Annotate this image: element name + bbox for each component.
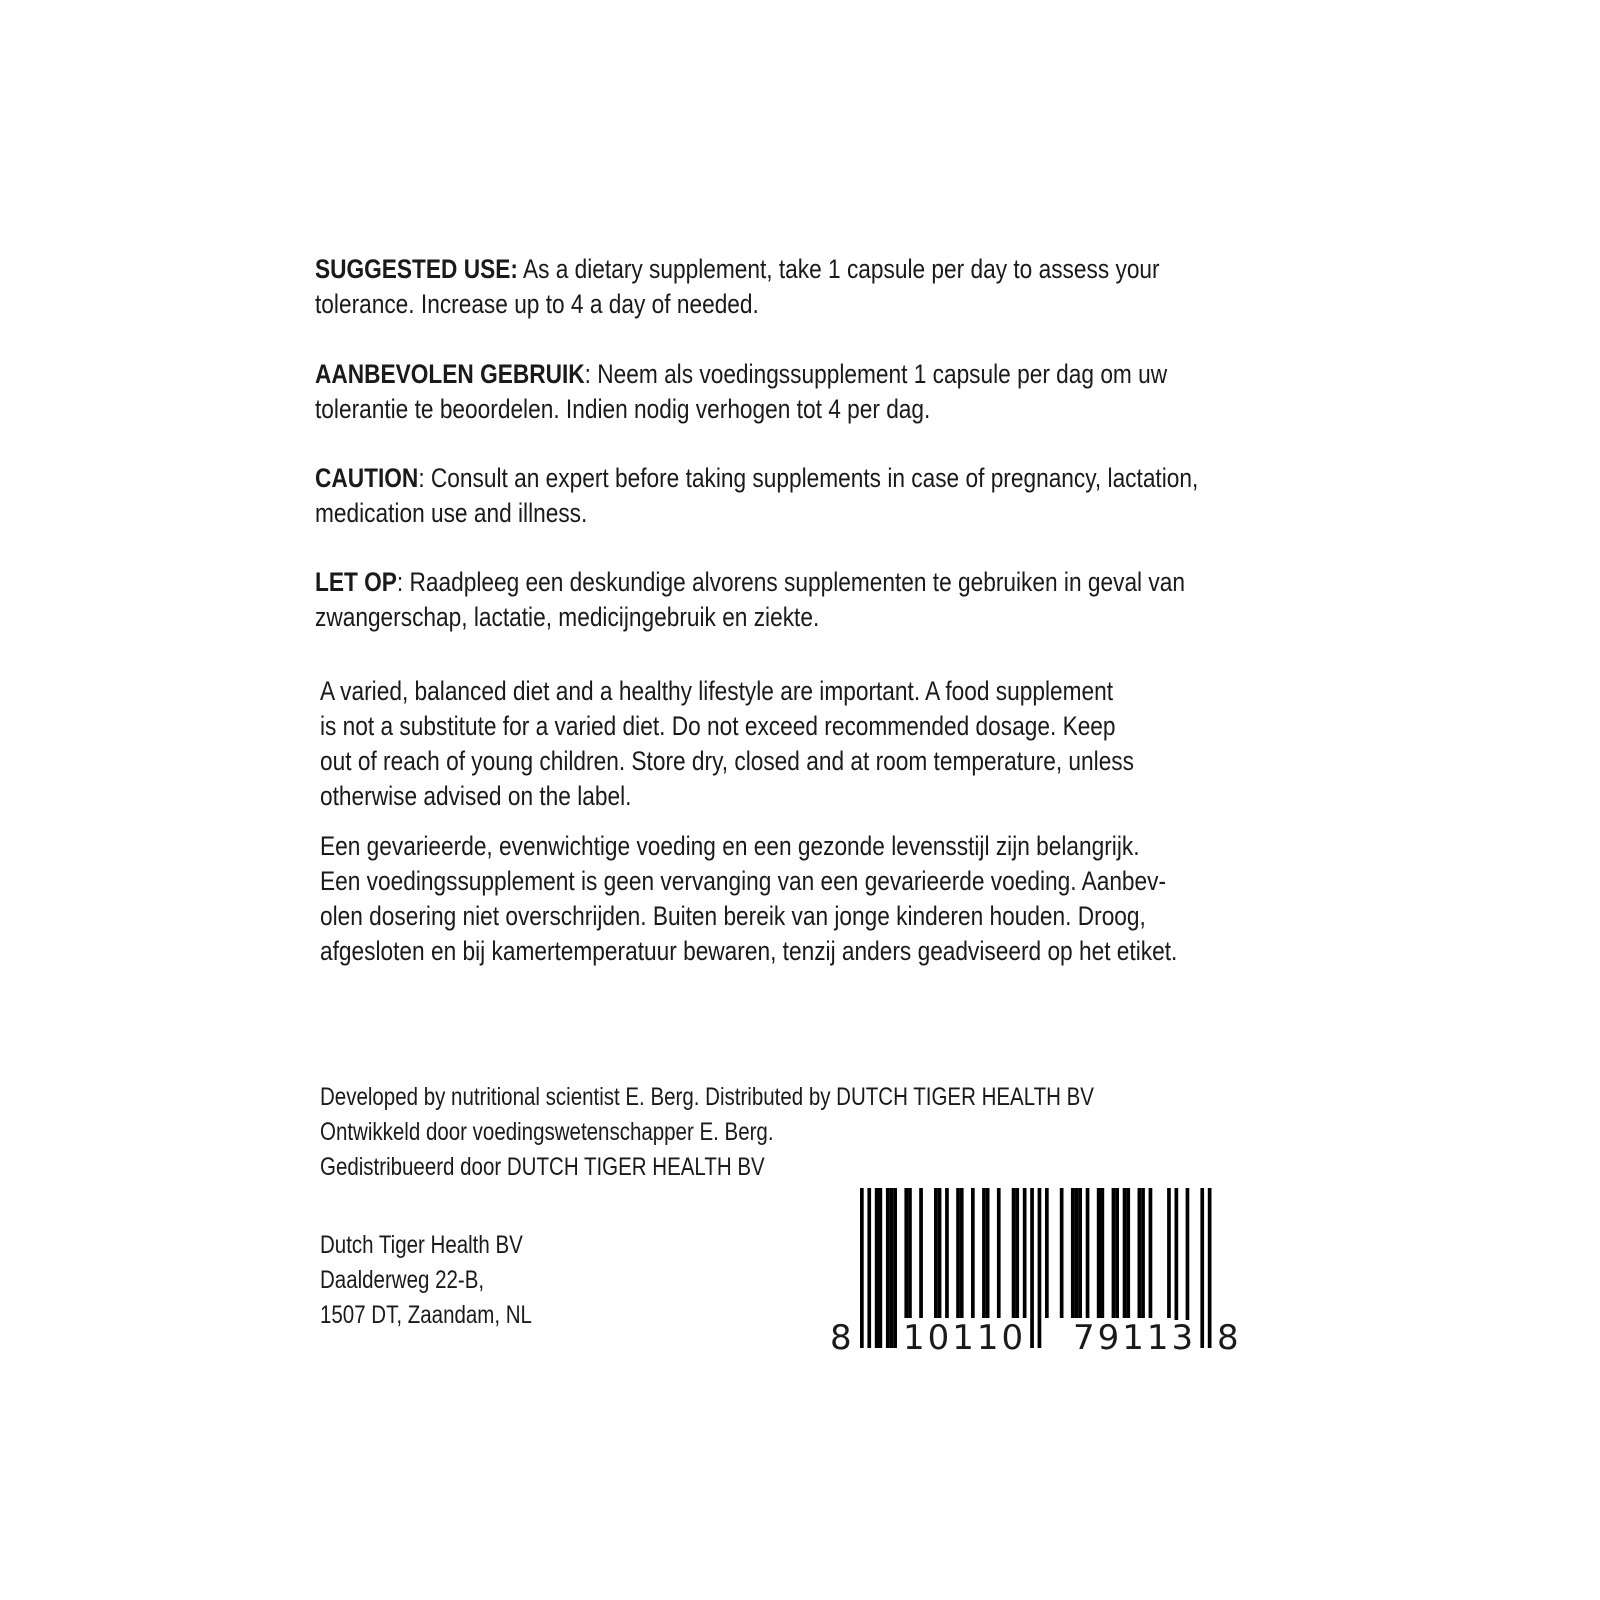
barcode-bar xyxy=(1012,1188,1016,1318)
barcode-digits-right: 79113 xyxy=(1073,1318,1197,1358)
text: Ontwikkeld door voedingswetenschapper E. Berg. xyxy=(320,1118,774,1146)
barcode-bar xyxy=(1060,1188,1064,1318)
text: : Raadpleeg een deskundige alvorens supplementen te gebruiken in geval van xyxy=(396,567,1185,597)
credits xyxy=(320,1080,1264,1185)
text: Een gevarieerde, evenwichtige voeding en een gezonde levensstijl zijn belangrijk. xyxy=(320,831,1140,861)
barcode-bar xyxy=(971,1188,975,1318)
barcode-bar xyxy=(904,1188,908,1318)
let-op xyxy=(315,565,1351,635)
text: olen dosering niet overschrijden. Buiten bereik van jonge kinderen houden. Droog, xyxy=(320,901,1146,931)
barcode-bar xyxy=(956,1188,960,1318)
notice-en xyxy=(320,674,1289,814)
section-label: SUGGESTED USE: xyxy=(315,254,518,284)
barcode-bar xyxy=(1167,1188,1171,1318)
text: out of reach of young children. Store dry, closed and at room temperature, unless xyxy=(320,746,1134,776)
barcode-bar xyxy=(960,1188,964,1318)
text: Een voedingssupplement is geen vervanging van een gevarieerde voeding. Aanbev- xyxy=(320,866,1167,896)
barcode-bar xyxy=(867,1188,871,1348)
barcode-bar xyxy=(919,1188,923,1318)
barcode-bar xyxy=(908,1188,912,1318)
barcode-bar xyxy=(879,1188,883,1348)
text: tolerantie te beoordelen. Indien nodig verhogen tot 4 per dag. xyxy=(315,394,931,424)
barcode-bar xyxy=(1200,1188,1204,1348)
text: is not a substitute for a varied diet. Do not exceed recommended dosage. Keep xyxy=(320,711,1116,741)
barcode-bar xyxy=(1112,1188,1116,1318)
notice-nl xyxy=(320,829,1341,969)
section-label: CAUTION xyxy=(315,463,419,493)
barcode-bar xyxy=(1045,1188,1049,1318)
text: A varied, balanced diet and a healthy lifestyle are important. A food supplement xyxy=(320,676,1114,706)
barcode-bar xyxy=(893,1188,897,1348)
text: Developed by nutritional scientist E. Berg. Distributed by DUTCH TIGER HEALTH BV xyxy=(320,1083,1094,1111)
barcode-bar xyxy=(1115,1188,1119,1318)
barcode-bar xyxy=(1126,1188,1130,1318)
text: As a dietary supplement, take 1 capsule per day to assess your xyxy=(517,254,1160,284)
barcode-bar xyxy=(1075,1188,1079,1318)
barcode-bar xyxy=(1208,1188,1212,1348)
barcode-bar xyxy=(1149,1188,1153,1318)
barcode-bar xyxy=(1086,1188,1090,1318)
address xyxy=(320,1228,578,1333)
barcode-bar xyxy=(934,1188,938,1318)
text: Daalderweg 22-B, xyxy=(320,1266,485,1294)
barcode-bar xyxy=(997,1188,1001,1318)
barcode-bar xyxy=(986,1188,990,1318)
barcode-digit-check: 8 xyxy=(1217,1318,1242,1358)
barcode-bar xyxy=(1071,1188,1075,1318)
barcode-bar xyxy=(982,1188,986,1318)
barcode-bar xyxy=(1038,1188,1042,1348)
barcode-bar xyxy=(890,1188,894,1348)
barcode-bar xyxy=(1078,1188,1082,1318)
section-label: LET OP xyxy=(315,567,397,597)
text: Dutch Tiger Health BV xyxy=(320,1231,523,1259)
section-label: AANBEVOLEN GEBRUIK xyxy=(315,359,585,389)
barcode-bar xyxy=(1141,1188,1145,1318)
text: : Neem als voedingssupplement 1 capsule per dag om uw xyxy=(584,359,1168,389)
caution xyxy=(315,461,1367,531)
barcode-bar xyxy=(875,1188,879,1348)
barcode-bar xyxy=(945,1188,949,1318)
text: otherwise advised on the label. xyxy=(320,781,632,811)
barcode-bar xyxy=(938,1188,942,1318)
text: 1507 DT, Zaandam, NL xyxy=(320,1301,532,1329)
barcode-bar xyxy=(1101,1188,1105,1318)
barcode-bar xyxy=(1023,1188,1027,1318)
barcode-bar xyxy=(1097,1188,1101,1318)
suggested-use xyxy=(315,252,1320,322)
barcode-digit-first: 8 xyxy=(830,1318,855,1358)
text: : Consult an expert before taking supplements in case of pregnancy, lactation, xyxy=(418,463,1199,493)
barcode-bar xyxy=(1138,1188,1142,1318)
barcode-digits-left: 10110 xyxy=(903,1318,1027,1358)
barcode-bar xyxy=(1015,1188,1019,1318)
text: afgesloten en bij kamertemperatuur bewaren, tenzij anders geadviseerd op het etiket. xyxy=(320,936,1178,966)
aanbevolen-gebruik xyxy=(315,357,1329,427)
barcode-bar xyxy=(1030,1188,1034,1348)
text: tolerance. Increase up to 4 a day of needed. xyxy=(315,289,759,319)
text: zwangerschap, lactatie, medicijngebruik en ziekte. xyxy=(315,602,820,632)
barcode-bar xyxy=(1123,1188,1127,1318)
text: medication use and illness. xyxy=(315,498,588,528)
text: Gedistribueerd door DUTCH TIGER HEALTH BV xyxy=(320,1153,765,1181)
barcode-bar xyxy=(860,1188,864,1348)
barcode-bar xyxy=(886,1188,890,1348)
